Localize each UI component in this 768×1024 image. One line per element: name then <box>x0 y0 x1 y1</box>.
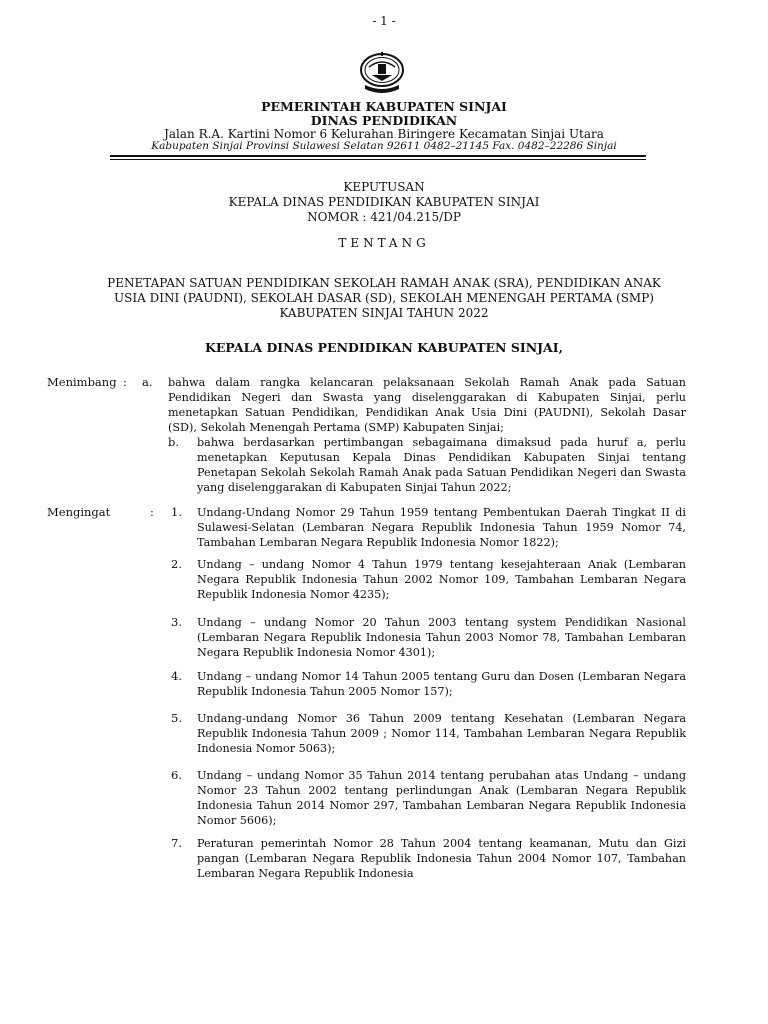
menimbang-colon: : <box>123 375 127 389</box>
menimbang-label: Menimbang <box>47 375 117 389</box>
decree-about-label: TENTANG <box>338 236 430 250</box>
menimbang-item-marker: b. <box>168 435 180 449</box>
mengingat-item-text: Undang – undang Nomor 14 Tahun 2005 tentang Guru dan Dosen (Lembaran Negara Republik Indonesia Tahun 2005 Nomor 157); <box>197 670 686 698</box>
decree-type: KEPUTUSAN <box>343 180 425 194</box>
mengingat-item-marker: 5. <box>171 711 182 725</box>
letterhead-address: Jalan R.A. Kartini Nomor 6 Kelurahan Biringere Kecamatan Sinjai Utara <box>164 127 604 141</box>
mengingat-item-marker: 3. <box>171 615 182 629</box>
decree-authority: KEPALA DINAS PENDIDIKAN KABUPATEN SINJAI, <box>205 340 563 355</box>
letterhead-office: DINAS PENDIDIKAN <box>310 113 458 128</box>
mengingat-item-text: Peraturan pemerintah Nomor 28 Tahun 2004 tentang keamanan, Mutu dan Gizi pangan (Lembaran Negara Republik Indonesia Tahun 2004 Nomor 107, Tambahan Lembaran Negara Republik Indonesia <box>197 837 686 880</box>
mengingat-item-marker: 1. <box>171 505 182 519</box>
mengingat-item-text: Undang – undang Nomor 4 Tahun 1979 tentang kesejahteraan Anak (Lembaran Negara Republik Indonesia Tahun 2002 Nomor 109, Tambahan Lembaran Negara Republik Indonesia Nomor 4235); <box>197 558 686 601</box>
mengingat-item-marker: 7. <box>171 836 182 850</box>
letterhead-contact: Kabupaten Sinjai Provinsi Sulawesi Selatan 92611 0482–21145 Fax. 0482–22286 Sinjai <box>151 140 617 152</box>
menimbang-item-text: bahwa berdasarkan pertimbangan sebagaimana dimaksud pada huruf a, perlu menetapkan Keputusan Kepala Dinas Pendidikan Kabupaten Sinjai tentang Penetapan Sekolah Sekolah Ramah Anak pada Satuan Pendidikan Negeri dan Swasta yang diselenggarakan di Kabupaten Sinjai Tahun 2022; <box>197 436 686 494</box>
mengingat-label: Mengingat <box>47 505 111 519</box>
menimbang-item-marker: a. <box>142 375 153 389</box>
mengingat-item-text: Undang – undang Nomor 35 Tahun 2014 tentang perubahan atas Undang – undang Nomor 23 Tahun 2002 tentang perlindungan Anak (Lembaran Negara Republik Indonesia Tahun 2014 Nomor 297, Tambahan Lembaran Negara Republik Indonesia Nomor 5606); <box>197 769 686 827</box>
letterhead-government: PEMERINTAH KABUPATEN SINJAI <box>261 99 507 114</box>
decree-subject-line: USIA DINI (PAUDNI), SEKOLAH DASAR (SD), SEKOLAH MENENGAH PERTAMA (SMP) <box>114 291 654 305</box>
mengingat-item-text: Undang-Undang Nomor 29 Tahun 1959 tentang Pembentukan Daerah Tingkat II di Sulawesi-Selatan (Lembaran Negara Republik Indonesia Tahun 1959 Nomor 74, Tambahan Lembaran Negara Republik Indonesia Nomor 1822); <box>197 506 686 549</box>
mengingat-item-text: Undang-undang Nomor 36 Tahun 2009 tentang Kesehatan (Lembaran Negara Republik Indonesia Tahun 2009 ; Nomor 114, Tambahan Lembaran Negara Republik Indonesia Nomor 5063); <box>197 712 686 755</box>
menimbang-item-text: bahwa dalam rangka kelancaran pelaksanaan Sekolah Ramah Anak pada Satuan Pendidikan Negeri dan Swasta yang diselenggarakan di Kabupaten Sinjai, perlu menetapkan Satuan Pendidikan, Pendidikan Anak Usia Dini (PAUDNI), Sekolah Dasar (SD), Sekolah Menengah Pertama (SMP) Kabupaten Sinjai; <box>168 376 686 434</box>
letterhead-divider-thin <box>110 159 646 160</box>
letterhead-divider <box>110 155 646 157</box>
mengingat-colon: : <box>150 505 154 519</box>
mengingat-item-marker: 6. <box>171 768 182 782</box>
decree-subject-line: PENETAPAN SATUAN PENDIDIKAN SEKOLAH RAMAH ANAK (SRA), PENDIDIKAN ANAK <box>107 276 661 290</box>
page-number: - 1 - <box>372 14 396 28</box>
mengingat-item-marker: 2. <box>171 557 182 571</box>
regency-crest-icon <box>357 47 407 97</box>
decree-subject-line: KABUPATEN SINJAI TAHUN 2022 <box>279 306 489 320</box>
mengingat-item-text: Undang – undang Nomor 20 Tahun 2003 tentang system Pendidikan Nasional (Lembaran Negara Republik Indonesia Tahun 2003 Nomor 78, Tambahan Lembaran Negara Republik Indonesia Nomor 4301); <box>197 616 686 659</box>
mengingat-item-marker: 4. <box>171 669 182 683</box>
decree-issuer: KEPALA DINAS PENDIDIKAN KABUPATEN SINJAI <box>228 195 540 209</box>
decree-number: NOMOR : 421/04.215/DP <box>307 210 461 224</box>
